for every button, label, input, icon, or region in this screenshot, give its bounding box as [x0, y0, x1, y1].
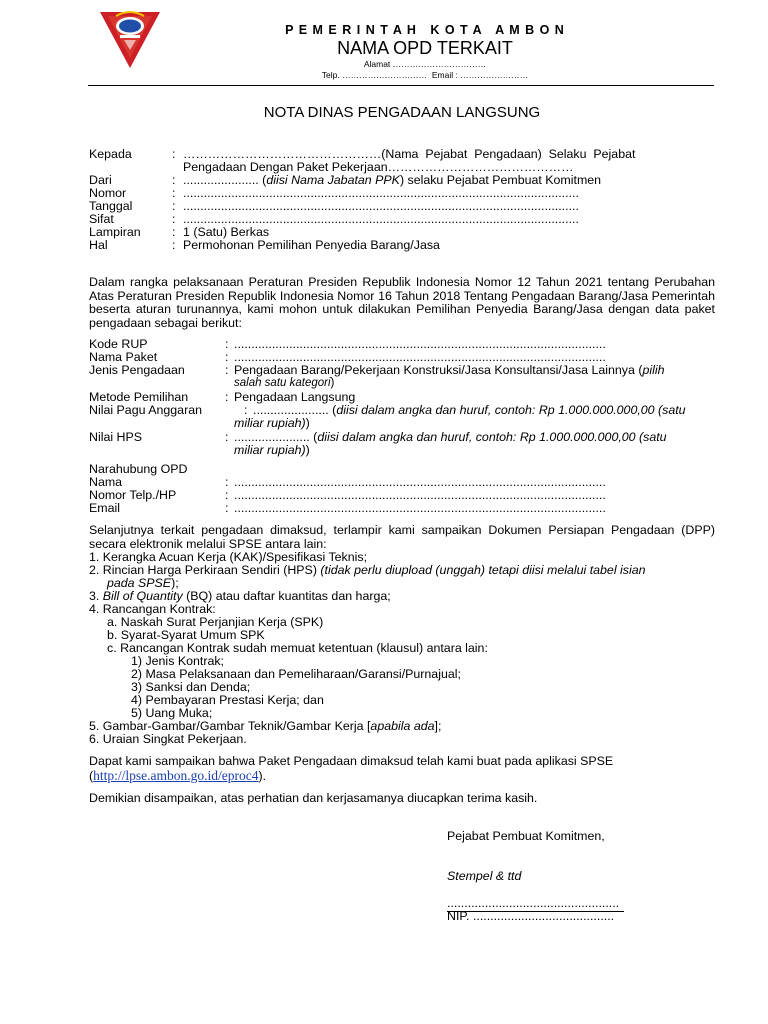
- hal-value: Permohonan Pemilihan Penyedia Barang/Jasa: [183, 238, 440, 252]
- spse-link[interactable]: http://lpse.ambon.go.id/eproc4: [93, 767, 259, 783]
- dari-label: Dari: [89, 173, 112, 187]
- signature-stamp: Stempel & ttd: [447, 869, 522, 883]
- header-divider: [88, 85, 714, 86]
- pagu-value: ...................... (diisi dalam angka dan huruf, contoh: Rp 1.000.000.000,00 (satu: [253, 403, 686, 417]
- metode-pemilihan-label: Metode Pemilihan: [89, 390, 189, 404]
- narahubung-heading: Narahubung OPD: [89, 462, 188, 476]
- narahubung-email-label: Email: [89, 501, 120, 515]
- list-item: 4. Rancangan Kontrak:: [89, 602, 216, 616]
- spse-paragraph: Dapat kami sampaikan bahwa Paket Pengadaan dimaksud telah kami buat pada aplikasi SPSE (http://lpse.ambon.go.id/eproc4).: [89, 754, 614, 783]
- opd-name: NAMA OPD TERKAIT: [337, 38, 513, 58]
- pagu-value-cont: miliar rupiah)): [234, 416, 310, 430]
- logo-kota-ambon: [98, 4, 162, 70]
- signature-role: Pejabat Pembuat Komitmen,: [447, 829, 605, 843]
- hps-label: Nilai HPS: [89, 430, 143, 444]
- address-line: Alamat ……………………………: [363, 59, 487, 69]
- list-subsubitem: 5) Uang Muka;: [131, 706, 213, 720]
- dpp-paragraph: Selanjutnya terkait pengadaan dimaksud, terlampir kami sampaikan Dokumen Persiapan Pengadaan (DPP) secara elektronik melalui SPSE antara lain:: [89, 523, 715, 551]
- list-item: 6. Uraian Singkat Pekerjaan.: [89, 732, 247, 746]
- jenis-pengadaan-label: Jenis Pengadaan: [89, 363, 185, 377]
- lampiran-value: 1 (Satu) Berkas: [183, 225, 270, 239]
- list-subsubitem: 2) Masa Pelaksanaan dan Pemeliharaan/Garansi/Purnajual;: [131, 667, 461, 681]
- hps-value-cont: miliar rupiah)): [234, 443, 310, 457]
- dari-value: ...................... (diisi Nama Jabatan PPK) selaku Pejabat Pembuat Komitmen: [183, 173, 602, 187]
- contact-line: Telp. ………………………… Email : ……………………: [321, 70, 529, 80]
- kepada-label: Kepada: [89, 147, 132, 161]
- signature-line: ..................................................: [447, 896, 620, 910]
- narahubung-telp-value: ............................................................................................................: [234, 488, 606, 502]
- list-item: 5. Gambar-Gambar/Gambar Teknik/Gambar Kerja [apabila ada];: [89, 719, 442, 733]
- sifat-label: Sifat: [89, 212, 114, 226]
- kepada-value: …………………………………………(Nama Pejabat Pengadaan) Selaku Pejabat: [183, 147, 636, 161]
- list-subitem: b. Syarat-Syarat Umum SPK: [107, 628, 265, 642]
- signature-nip: NIP. .........................................: [447, 909, 615, 923]
- jenis-pengadaan-value: Pengadaan Barang/Pekerjaan Konstruksi/Jasa Konsultansi/Jasa Lainnya (pilih: [234, 363, 665, 377]
- signature-block: [447, 830, 647, 930]
- hal-label: Hal: [89, 238, 108, 252]
- nama-paket-value: ............................................................................................................: [234, 350, 606, 364]
- list-item: 2. Rincian Harga Perkiraan Sendiri (HPS) (tidak perlu diupload (unggah) tetapi diisi melalui tabel isian: [89, 563, 646, 577]
- tanggal-value: ...................................................................................................................: [183, 199, 579, 213]
- sifat-value: ...................................................................................................................: [183, 212, 579, 226]
- intro-paragraph: Dalam rangka pelaksanaan Peraturan Presiden Republik Indonesia Nomor 12 Tahun 2021 tentang Perubahan Atas Peraturan Presiden Republik Indonesia Nomor 16 Tahun 2018 Tentang Pengadaan Barang/Jasa Pemerintah beserta aturan turunannya, kami mohon untuk dilakukan Pemilihan Penyedia Barang/Jasa dengan data paket pengadaan sebagai berikut:: [89, 275, 715, 330]
- memo-header: Kepada : …………………………………………(Nama Pejabat Pengadaan) Selaku Pejabat Pengadaan Dengan Paket Pekerjaan……………………………………… Dari : ...................... (diisi Nama Jabatan PPK) selaku Pejabat Pembuat Komitmen Nomor : ................................................................................................................... Tanggal : ................................................................................................................... Sifat : ................................................................................................................... Lampiran : 1 (Satu) Berkas Hal : Permohonan Pemilihan Penyedia Barang/Jasa: [89, 148, 715, 256]
- kode-rup-value: ............................................................................................................: [234, 337, 606, 351]
- list-subitem: c. Rancangan Kontrak sudah memuat ketentuan (klausul) antara lain:: [107, 641, 488, 655]
- list-subsubitem: 3) Sanksi dan Denda;: [131, 680, 251, 694]
- nama-paket-label: Nama Paket: [89, 350, 158, 364]
- hps-value: ...................... (diisi dalam angka dan huruf, contoh: Rp 1.000.000.000,00 (satu: [234, 430, 667, 444]
- narahubung-nama-label: Nama: [89, 475, 123, 489]
- list-subitem: a. Naskah Surat Perjanjian Kerja (SPK): [107, 615, 324, 629]
- kepada-value-cont: Pengadaan Dengan Paket Pekerjaan………………………………………: [183, 160, 574, 174]
- government-name: P E M E R I N T A H K O T A A M B O N: [285, 23, 565, 37]
- pagu-label: Nilai Pagu Anggaran: [89, 403, 202, 417]
- narahubung-telp-label: Nomor Telp./HP: [89, 488, 177, 502]
- list-subsubitem: 4) Pembayaran Prestasi Kerja; dan: [131, 693, 324, 707]
- tanggal-label: Tanggal: [89, 199, 133, 213]
- nomor-label: Nomor: [89, 186, 127, 200]
- dpp-list: [89, 551, 715, 751]
- nomor-value: ...................................................................................................................: [183, 186, 579, 200]
- list-subsubitem: 1) Jenis Kontrak;: [131, 654, 224, 668]
- metode-pemilihan-value: Pengadaan Langsung: [234, 390, 356, 404]
- closing-paragraph: Demikian disampaikan, atas perhatian dan kerjasamanya diucapkan terima kasih.: [89, 791, 538, 805]
- list-item-cont: pada SPSE);: [107, 576, 179, 590]
- narahubung-nama-value: ............................................................................................................: [234, 475, 606, 489]
- jenis-pengadaan-value-cont: salah satu kategori): [234, 377, 335, 389]
- list-item: 1. Kerangka Acuan Kerja (KAK)/Spesifikasi Teknis;: [89, 550, 368, 564]
- lampiran-label: Lampiran: [89, 225, 141, 239]
- list-item: 3. Bill of Quantity (BQ) atau daftar kuantitas dan harga;: [89, 589, 391, 603]
- paket-data: Kode RUP : ............................................................................................................ Nama Paket : ............................................................................................................ Jenis Pengadaan : Pengadaan Barang/Pekerjaan Konstruksi/Jasa Konsultansi/Jasa Lainnya (pilih salah satu kategori) Metode Pemilihan : Pengadaan Langsung Nilai Pagu Anggaran : ...................... (diisi dalam angka dan huruf, contoh: Rp 1.000.000.000,00 (satu miliar rupiah)) Nilai HPS : ...................... (diisi dalam angka dan huruf, contoh: Rp 1.000.000.000,00 (satu miliar rupiah)): [89, 337, 686, 457]
- kode-rup-label: Kode RUP: [89, 337, 148, 351]
- document-title: NOTA DINAS PENGADAAN LANGSUNG: [263, 104, 541, 121]
- narahubung-section: Narahubung OPD Nama : ............................................................................................................ Nomor Telp./HP : ............................................................................................................ Email : ............................................................................................................: [89, 462, 606, 515]
- narahubung-email-value: ............................................................................................................: [234, 501, 606, 515]
